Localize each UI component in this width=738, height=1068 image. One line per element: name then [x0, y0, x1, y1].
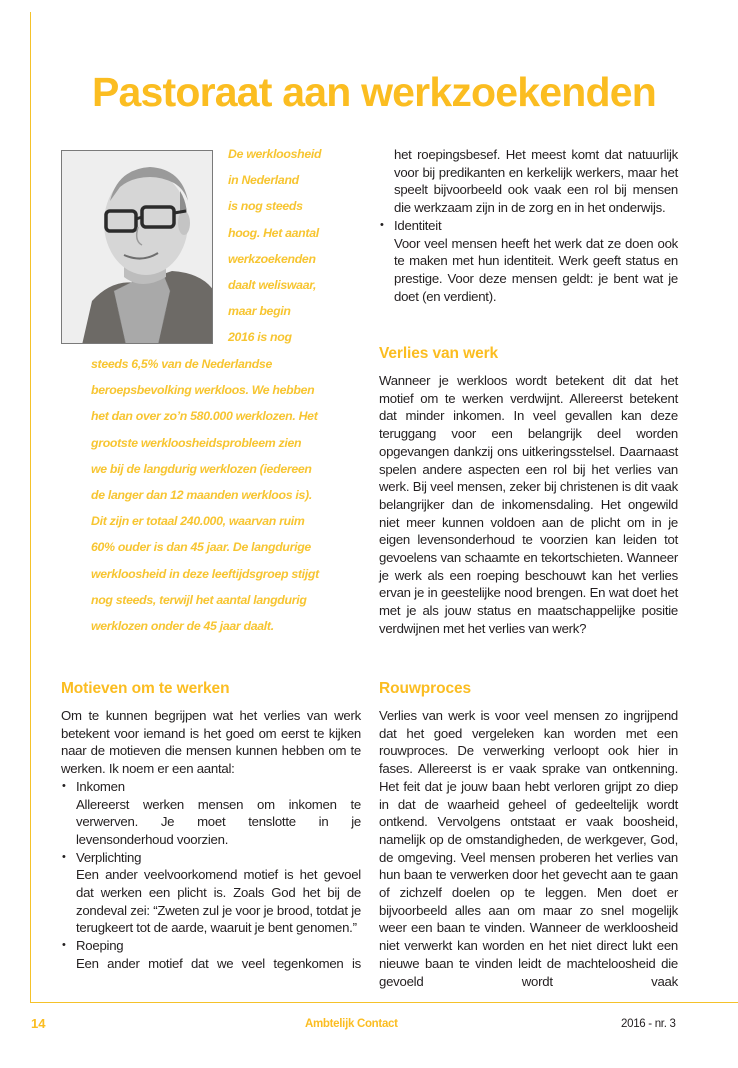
- intro-line: de langer dan 12 maanden werkloos is).: [91, 488, 312, 503]
- article-title: Pastoraat aan werkzoekenden: [92, 69, 657, 115]
- bullet-icon: •: [62, 939, 66, 952]
- list-item-roeping-continued: [379, 146, 678, 217]
- list-item-text: het roepingsbesef. Het meest komt dat natuurlijk voor bij predikanten en kerkelijk werkers, maar het speelt bijvoorbeeld ook vaak een rol bij mensen die werkzaam zijn in de zorg en in het onderwijs.: [394, 147, 678, 216]
- motives-list-continued: [379, 146, 678, 305]
- intro-line: maar begin: [228, 304, 291, 319]
- list-item-inkomen: [61, 778, 361, 849]
- intro-line: grootste werkloosheidsprobleem zien: [91, 435, 302, 450]
- section-heading-rouwproces: Rouwproces: [379, 680, 472, 697]
- bullet-icon: •: [62, 850, 66, 863]
- intro-line: De werkloosheid: [228, 147, 322, 161]
- intro-line: steeds 6,5% van de Nederlandse: [91, 357, 273, 371]
- page-frame-left-rule: [30, 12, 31, 1002]
- issue-number: 2016 - nr. 3: [621, 1018, 676, 1030]
- intro-line: beroepsbevolking werkloos. We hebben: [91, 383, 315, 398]
- intro-line: we bij de langdurig werklozen (iedereen: [91, 461, 312, 476]
- intro-line: werkloosheid in deze leeftijdsgroep stijgt: [91, 566, 319, 581]
- intro-line: werkzoekenden: [228, 251, 316, 266]
- motives-list: [61, 778, 361, 973]
- intro-lead-top: [228, 141, 363, 351]
- list-item-title: Identiteit: [394, 217, 442, 233]
- list-item-title: Roeping: [76, 938, 124, 954]
- intro-line: hoog. Het aantal: [228, 225, 319, 240]
- intro-line: daalt weliswaar,: [228, 278, 317, 293]
- section-paragraph: Wanneer je werkloos wordt betekent dit dat het motief om te werken verdwijnt. Allereerst betekent dat minder inkomen. In veel gevallen kan deze teruggang voor een belangrijk deel worden opgevangen dankzij ons uitkeringsstelsel. Daarnaast spelen andere aspecten een rol bij het verlies van werk. Bij veel mensen, zeker bij christenen is dit vaak belangrijker dan de inkomensdaling. Het ongewild niet meer kunnen voldoen aan de plicht om in je eigen levensonderhoud te voorzien kan leiden tot gevoelens van schaamte en tekortschieten. Wanneer je werk als een roeping beschouwt kan het verlies ervan je in geestelijke nood brengen. En wat doet het met je als jouw status en maatschappelijke positie verdwijnen met het verlies van werk?: [379, 373, 678, 636]
- author-photo: [61, 150, 213, 344]
- intro-line: nog steeds, terwijl het aantal langdurig: [91, 592, 307, 607]
- intro-line: werklozen onder de 45 jaar daalt.: [91, 619, 274, 634]
- list-item-text: Allereerst werken mensen om inkomen te verwerven. Je moet tenslotte in je levensonderhoud voorzien.: [76, 796, 361, 847]
- portrait-image-icon: [62, 151, 213, 344]
- intro-line: 60% ouder is dan 45 jaar. De langdurige: [91, 540, 311, 555]
- list-item-roeping: [61, 937, 361, 972]
- intro-line: Dit zijn er totaal 240.000, waarvan ruim: [91, 514, 305, 529]
- section-rouwproces: [379, 679, 678, 990]
- list-item-text: Voor veel mensen heeft het werk dat ze doen ook te maken met hun identiteit. Werk geeft status en prestige. Voor deze mensen geldt: je bent wat je doet (en verdient).: [394, 235, 678, 304]
- section-heading-verlies: Verlies van werk: [379, 345, 499, 362]
- list-item-verplichting: [61, 849, 361, 938]
- intro-line: het dan over zo’n 580.000 werklozen. Het: [91, 409, 318, 424]
- list-item-title: Verplichting: [76, 849, 142, 865]
- section-motieven-continued: [379, 146, 678, 305]
- intro-line: in Nederland: [228, 173, 299, 188]
- list-item-identiteit: [379, 217, 678, 306]
- bullet-icon: •: [380, 218, 384, 231]
- section-paragraph: Verlies van werk is voor veel mensen zo ingrijpend dat het goed vergeleken kan worden met een rouwproces. De verwerking verloopt ook hier in fases. Allereerst is er vaak sprake van ontkenning. Het feit dat je jouw baan hebt verloren grijpt zo diep in dat de waarheid geheel of gedeeltelijk wordt ontkend. Vervolgens ontstaat er vaak boosheid, namelijk op de omstandigheden, de werkgever, God, de omgeving. Veel mensen proberen het verlies van hun baan te verwerken door het gevecht aan te gaan of zichzelf doelen op te leggen. Men doet er bijvoorbeeld alles aan om maar zo snel mogelijk weer een baan te vinden. Wanneer de werkloosheid niet verwerkt kan worden en het niet direct lukt een nieuwe baan te vinden leidt de machteloosheid die gevoeld wordt vaak: [379, 708, 678, 989]
- section-heading-motieven: Motieven om te werken: [61, 680, 230, 697]
- intro-line: 2016 is nog: [228, 330, 292, 345]
- intro-lead-bottom: [91, 351, 371, 639]
- page-frame-bottom-rule: [30, 1002, 738, 1003]
- list-item-title: Inkomen: [76, 778, 125, 794]
- publication-name: Ambtelijk Contact: [305, 1018, 398, 1030]
- list-item-text: Een ander motief dat we veel tegenkomen is: [76, 955, 361, 971]
- bullet-icon: •: [62, 779, 66, 792]
- intro-line: is nog steeds: [228, 199, 303, 214]
- list-item-text: Een ander veelvoorkomend motief is het gevoel dat werken een plicht is. Zoals God het bij de zondeval zei: “Zweten zul je voor je brood, totdat je terugkeert tot de aarde, waaruit je bent genomen.”: [76, 867, 361, 936]
- section-verlies: [379, 344, 678, 638]
- section-paragraph: Om te kunnen begrijpen wat het verlies van werk betekent voor iemand is het goed om eerst te kijken naar de motieven die mensen kunnen hebben om te werken. Ik noem er een aantal:: [61, 708, 361, 777]
- page-number: 14: [31, 1016, 46, 1031]
- section-motieven: [61, 679, 361, 973]
